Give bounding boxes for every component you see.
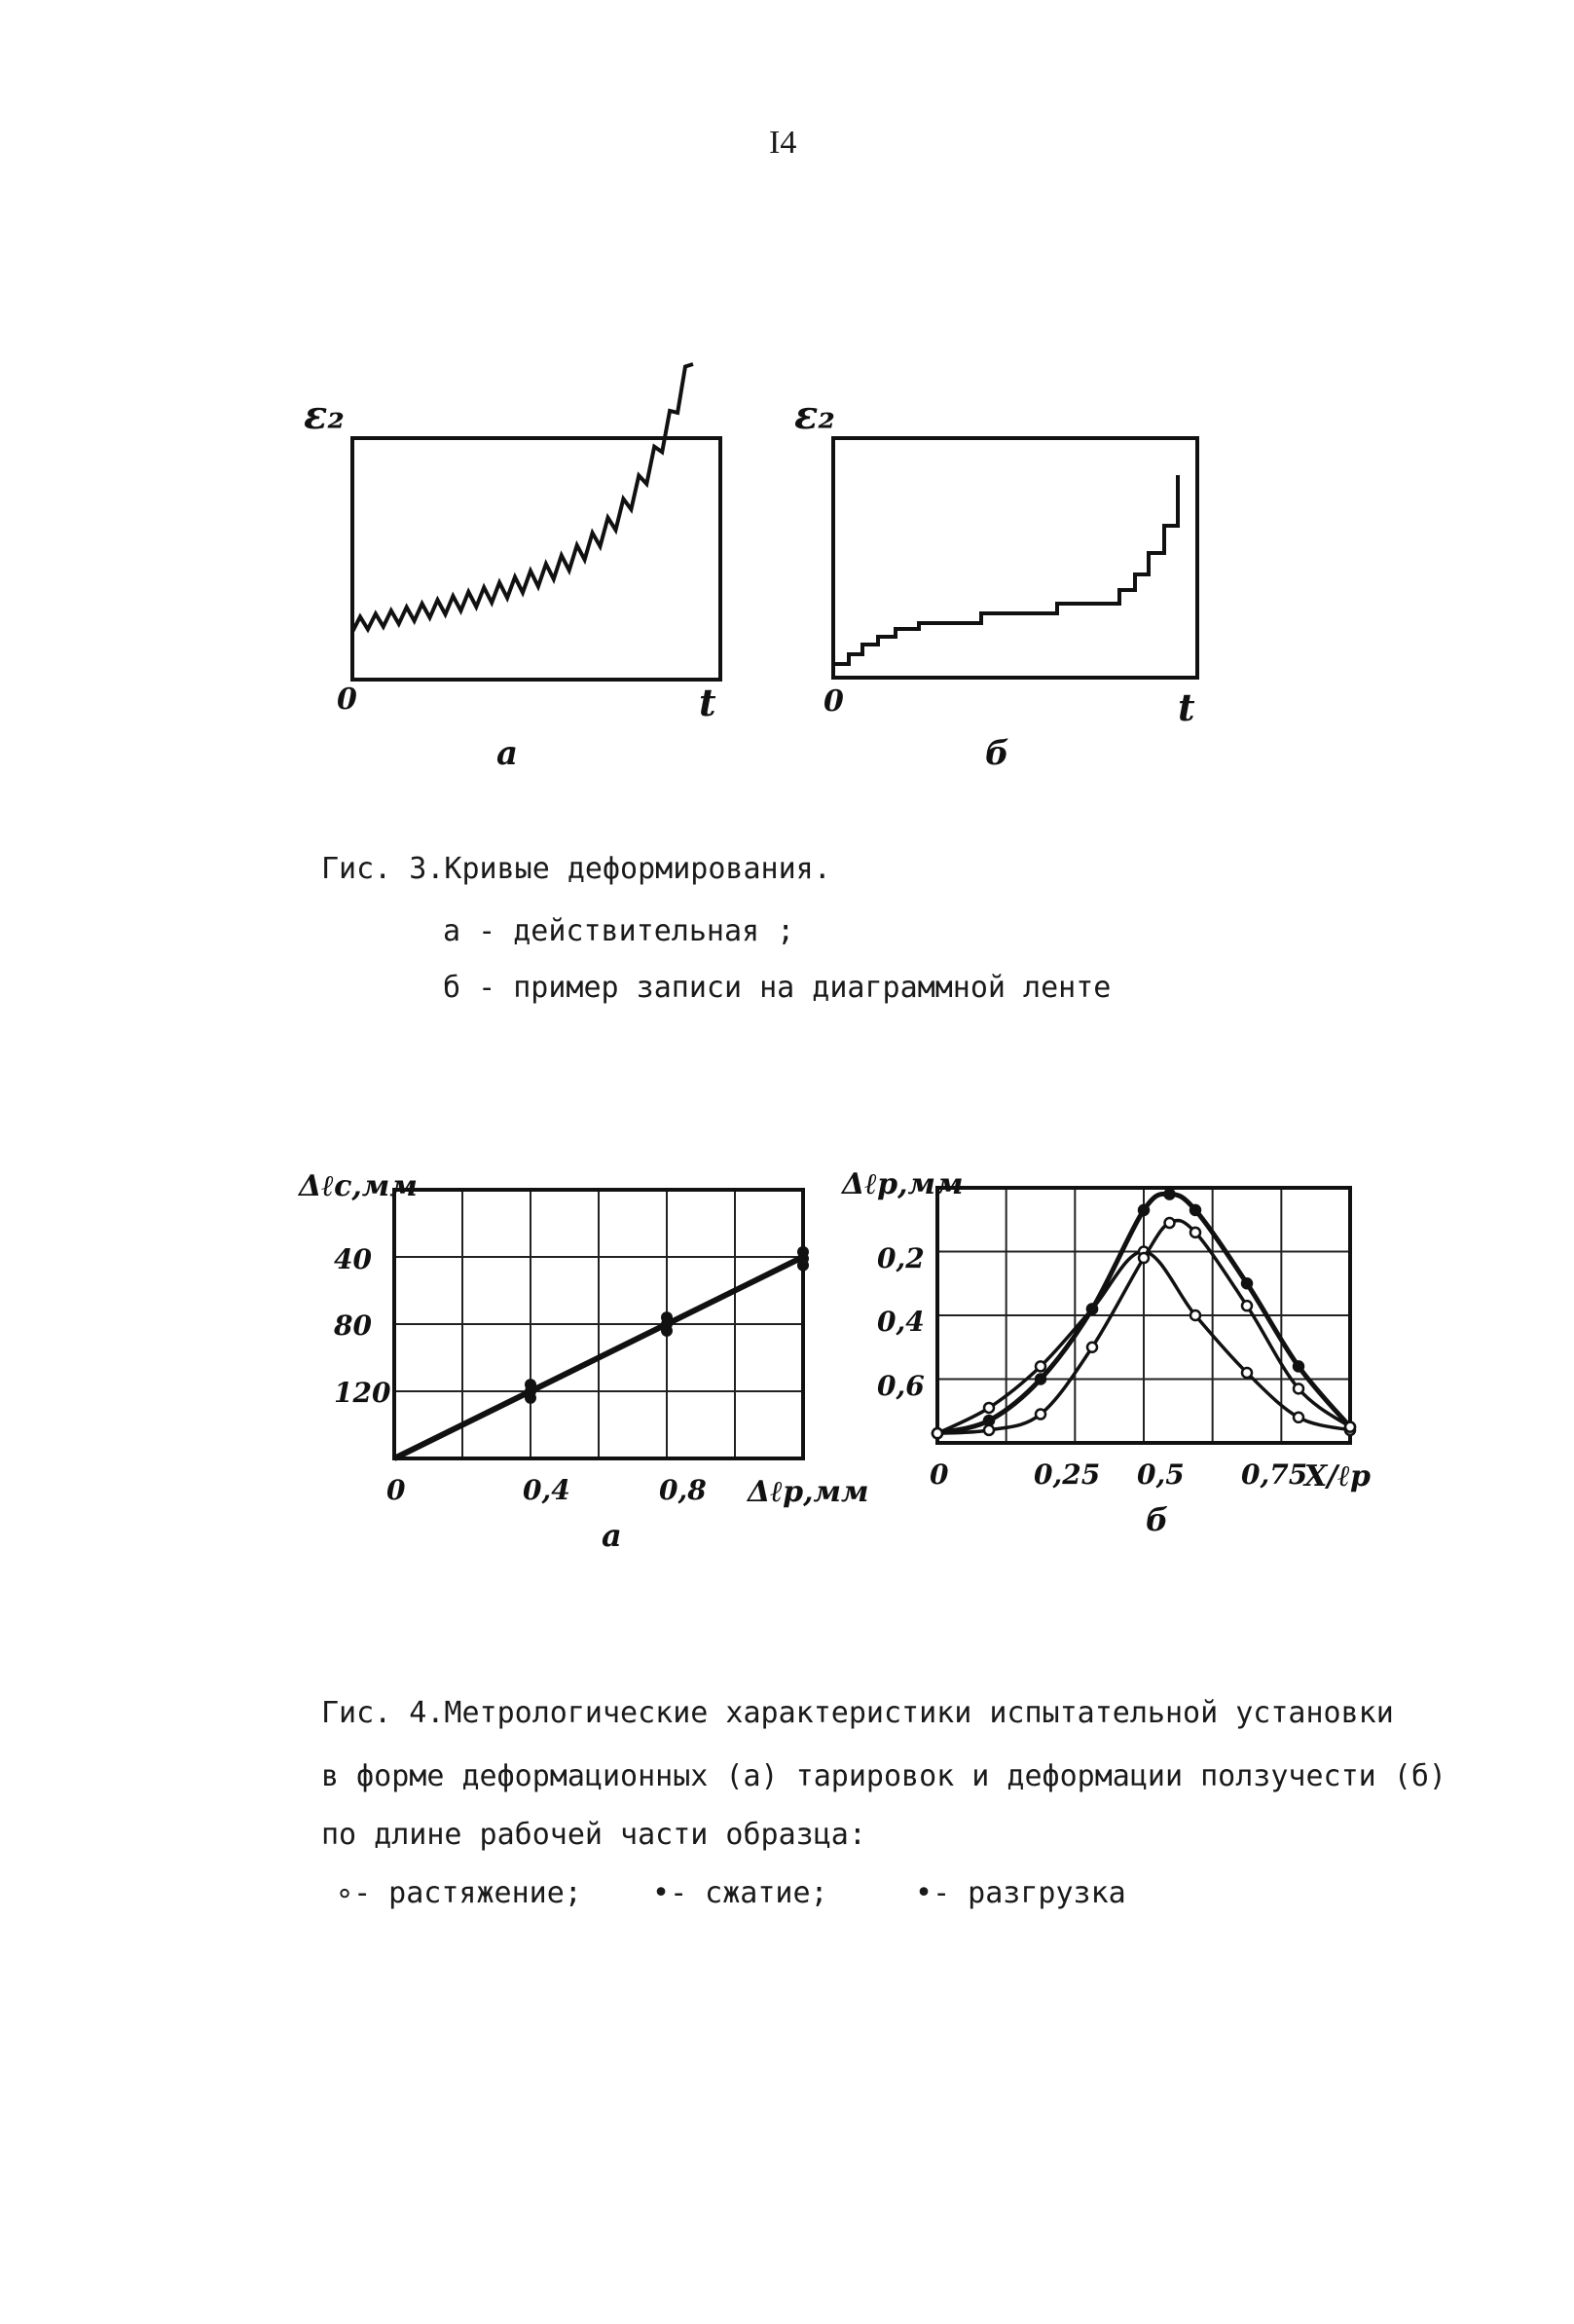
- fig3-caption-title: Гис. 3.Кривые деформирования.: [321, 852, 831, 886]
- hollow-data-point: [1165, 1218, 1175, 1228]
- data-point: [797, 1246, 809, 1258]
- legend-label-tension: - растяжение;: [353, 1876, 582, 1910]
- fig3-panel-b: [794, 392, 1197, 773]
- filled-data-point: [1139, 1205, 1149, 1215]
- legend-item-unloading: [915, 1876, 1126, 1910]
- legend-label-compression: - сжатие;: [670, 1876, 828, 1910]
- fig3b-y-label: ε₂: [794, 392, 835, 438]
- data-point: [661, 1311, 673, 1323]
- x-tick-label: 0,8: [659, 1474, 707, 1506]
- y-axis-title: Δℓс,мм: [299, 1169, 418, 1203]
- hollow-data-point: [984, 1425, 994, 1435]
- y-tick-label: 0,6: [877, 1370, 925, 1402]
- fig3b-stepped-record: [833, 475, 1178, 664]
- hollow-data-point: [1190, 1228, 1200, 1237]
- legend-item-compression: [652, 1876, 828, 1910]
- fig3-caption-line-b: б - пример записи на диаграммной ленте: [443, 971, 1112, 1005]
- fig3a-x-label: t: [699, 681, 716, 724]
- filled-data-point: [1190, 1205, 1200, 1215]
- hollow-data-point: [1036, 1361, 1045, 1371]
- x-axis-title: X/ℓр: [1304, 1459, 1372, 1494]
- data-point: [525, 1379, 536, 1390]
- filled-data-point: [1087, 1304, 1097, 1313]
- hollow-data-point: [1294, 1413, 1303, 1422]
- fig3a-panel-label: а: [496, 734, 519, 773]
- fig3-panel-a: [304, 364, 720, 773]
- hollow-marker-icon: ∘: [336, 1876, 354, 1910]
- x-tick-label: 0: [930, 1458, 949, 1491]
- y-tick-label: 40: [334, 1243, 372, 1275]
- fig3a-y-label: ε₂: [304, 392, 345, 438]
- fig4-caption-line2: в форме деформационных (а) тарировок и деформации ползучести (б): [321, 1759, 1446, 1793]
- hollow-data-point: [1139, 1253, 1149, 1263]
- fig3a-frame: [352, 438, 720, 680]
- hollow-data-point: [1087, 1343, 1097, 1352]
- fig4-chart-a: [297, 1169, 869, 1554]
- fig3b-frame: [833, 438, 1197, 678]
- filled-data-point: [1294, 1361, 1303, 1371]
- hollow-data-point: [1242, 1368, 1252, 1378]
- panel-label: б: [1146, 1501, 1169, 1538]
- hollow-data-point: [1190, 1310, 1200, 1320]
- legend-item-tension: [336, 1876, 582, 1910]
- hollow-data-point: [933, 1428, 942, 1438]
- hollow-data-point: [1345, 1422, 1355, 1432]
- fig3b-panel-label: б: [985, 734, 1009, 773]
- y-tick-label: 0,4: [877, 1306, 925, 1338]
- fig3b-x-origin: 0: [824, 684, 844, 719]
- fig4-chart-b: [840, 1167, 1371, 1538]
- y-axis-title: Δℓр,мм: [842, 1167, 964, 1201]
- hollow-data-point: [1294, 1383, 1303, 1393]
- fig3a-deformation-curve: [352, 364, 693, 632]
- hollow-data-point: [1242, 1301, 1252, 1310]
- x-tick-label: 0,25: [1034, 1458, 1101, 1491]
- filled-data-point: [1036, 1375, 1045, 1384]
- hollow-data-point: [984, 1403, 994, 1413]
- page-number: I4: [769, 125, 797, 161]
- y-tick-label: 0,2: [877, 1242, 925, 1274]
- x-tick-label: 0,4: [523, 1474, 570, 1506]
- legend-label-unloading: - разгрузка: [933, 1876, 1126, 1910]
- x-tick-label: 0: [386, 1474, 406, 1506]
- panel-label: а: [602, 1517, 622, 1554]
- fig3-caption-line-a: а - действительная ;: [443, 914, 795, 948]
- hollow-data-point: [1036, 1410, 1045, 1420]
- filled-marker-icon: •: [915, 1876, 933, 1910]
- fig4-caption-line1: Гис. 4.Метрологические характеристики испытательной установки: [321, 1696, 1394, 1730]
- filled-data-point: [984, 1416, 994, 1425]
- fig3a-x-origin: 0: [337, 682, 357, 717]
- y-tick-label: 120: [334, 1377, 391, 1409]
- filled-marker-icon: •: [652, 1876, 671, 1910]
- x-tick-label: 0,5: [1137, 1458, 1185, 1491]
- fig3b-x-label: t: [1178, 685, 1195, 729]
- fig4-caption-line3: по длине рабочей части образца:: [321, 1818, 866, 1852]
- filled-data-point: [1165, 1190, 1175, 1199]
- filled-data-point: [1242, 1278, 1252, 1288]
- x-tick-label: 0,75: [1241, 1458, 1308, 1491]
- y-tick-label: 80: [334, 1310, 372, 1342]
- x-axis-title: Δℓр,мм: [748, 1475, 869, 1509]
